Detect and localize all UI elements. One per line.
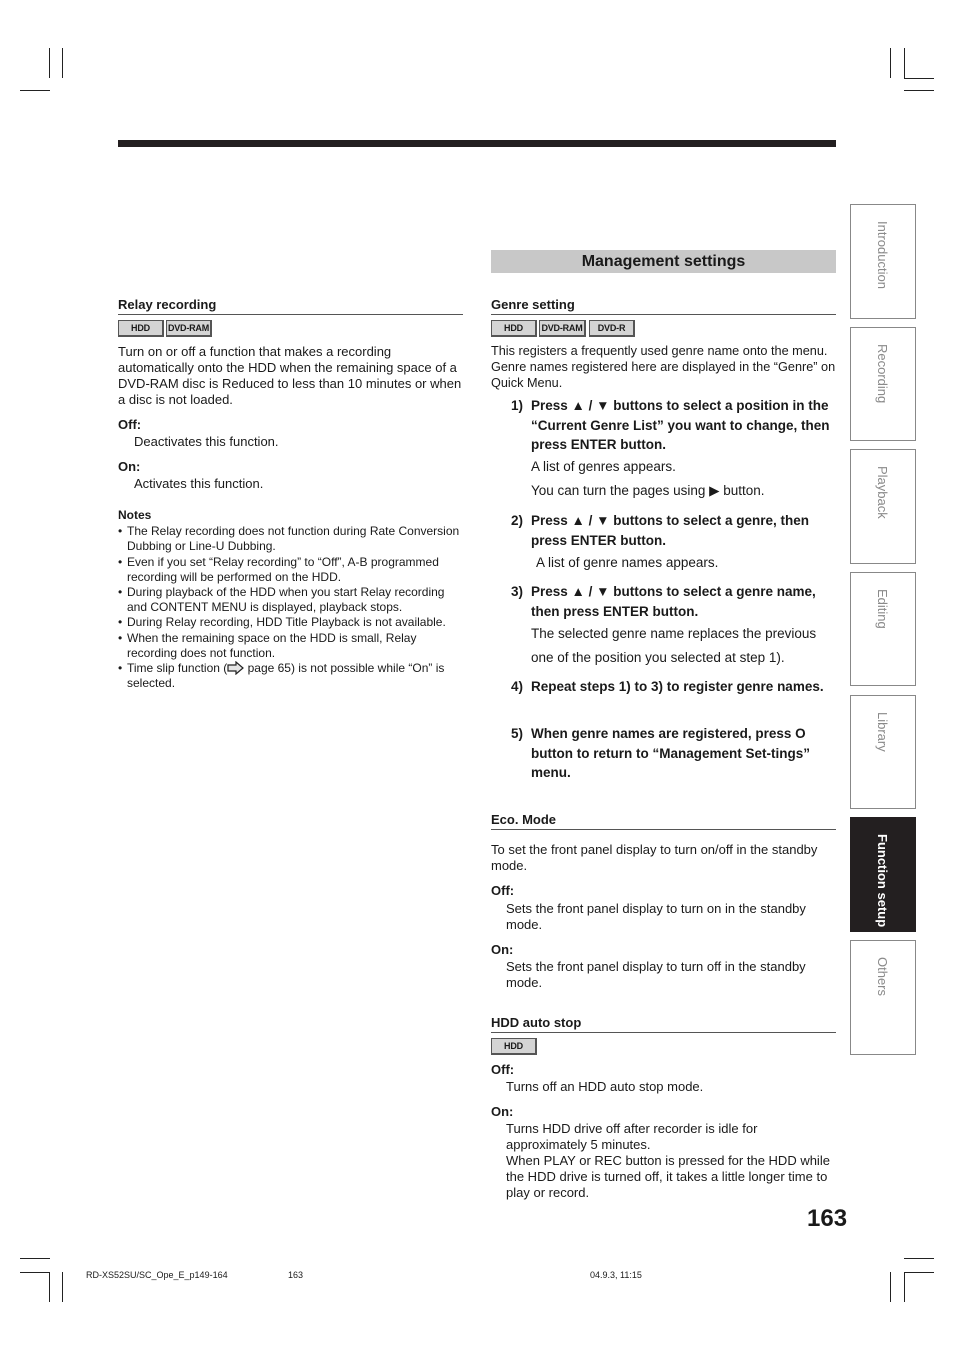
relay-on-text: Activates this function. [134,476,264,491]
step-number: 2) [511,513,524,528]
header-rule [118,140,836,147]
eco-on-text: Sets the front panel display to turn off in the standby mode. [506,959,806,990]
crop-mark [890,48,891,78]
step-note: The selected genre name replaces the previous one of the position you selected at step 1). [531,626,817,665]
genre-step [511,724,836,783]
crop-mark [904,1258,934,1259]
footer-date: 04.9.3, 11:15 [590,1270,642,1280]
tab-recording[interactable] [850,327,916,441]
crop-mark [904,1272,934,1273]
page-reference-arrow-icon [227,661,244,675]
tab-label: Library [875,712,890,752]
tab-label: Others [875,957,890,997]
step-number: 1) [511,398,524,413]
hdd-on-text: Turns HDD drive off after recorder is idle for approximately 5 minutes. [506,1121,758,1152]
tab-function-setup[interactable] [850,817,916,932]
note-item [118,661,463,691]
genre-step [511,396,836,455]
hdd-on-text-2: When PLAY or REC button is pressed for the HDD while the HDD drive is turned off, it takes a little longer time to play or record. [506,1153,830,1200]
footer-page: 163 [288,1270,304,1280]
notes-list [118,524,463,691]
step-number: 4) [511,679,524,694]
crop-mark [904,90,934,91]
note-item: • During playback of the HDD when you start Relay recording and CONTENT MENU is displayed, playback stops. [118,585,463,615]
eco-intro: To set the front panel display to turn on/off in the standby mode. [491,842,818,873]
relay-off-text: Deactivates this function. [134,434,279,449]
crop-mark [904,78,934,79]
crop-mark [49,48,50,78]
genre-step [511,582,836,621]
hdd-off-label: Off: [491,1062,515,1077]
tab-library[interactable] [850,695,916,809]
tab-editing[interactable] [850,572,916,686]
eco-on-label: On: [491,942,514,957]
note-text-post: page 65) is not possible while “On” is selected. [127,661,445,691]
tab-label: Playback [875,466,890,519]
step-note: A list of genres appears. [531,459,676,474]
eco-off-label: Off: [491,883,515,898]
crop-mark [20,1258,50,1259]
crop-mark [890,1272,891,1302]
genre-intro: This registers a frequently used genre name onto the menu. Genre names registered here are displayed in the “Genre” on Quick Menu. [491,344,836,390]
tab-label: Function setup [875,834,890,928]
relay-intro: Turn on or off a function that makes a recording automatically onto the HDD when the remaining space of a DVD-RAM disc is Reduced to less than 10 minutes or when a disc is not loaded. [118,344,462,407]
tab-introduction[interactable] [850,204,916,319]
page-number: 163 [807,1205,848,1232]
note-item: • During Relay recording, HDD Title Playback is not available. [118,615,463,630]
relay-off-label: Off: [118,417,142,432]
relay-on-label: On: [118,459,141,474]
crop-mark [904,48,905,78]
media-badge-dvd-ram: DVD-RAM [166,320,212,337]
crop-mark [904,1272,905,1302]
genre-setting-heading: Genre setting [491,297,836,315]
step-number: 5) [511,726,524,741]
tab-label: Editing [875,589,890,629]
notes-block [118,508,463,691]
hdd-off-text: Turns off an HDD auto stop mode. [506,1079,704,1094]
section-title: Management settings [491,250,836,273]
eco-mode-heading: Eco. Mode [491,812,836,830]
notes-heading: Notes [118,508,152,522]
footer-filename: RD-XS52SU/SC_Ope_E_p149-164 [86,1270,228,1280]
note-item: • When the remaining space on the HDD is small, Relay recording does not function. [118,631,463,661]
crop-mark [62,1272,63,1302]
genre-step [511,677,836,697]
crop-mark [49,1272,50,1302]
eco-off-text: Sets the front panel display to turn on in the standby mode. [506,901,806,932]
tab-others[interactable] [850,940,916,1055]
tab-playback[interactable] [850,449,916,564]
media-badge-hdd: HDD [491,320,537,337]
step-number: 3) [511,584,524,599]
media-badge-hdd: HDD [491,1038,537,1055]
step-text: Press ▲ / ▼ buttons to select a position in the “Current Genre List” you want to change, then press ENTER button. [531,398,830,452]
media-badge-dvd-r: DVD-R [589,320,635,337]
note-item: • Even if you set “Relay recording” to “Off”, A-B programmed recording will be performed on the HDD. [118,555,463,585]
note-item: • The Relay recording does not function during Rate Conversion Dubbing or Line-U Dubbing. [118,524,463,554]
crop-mark [20,1272,50,1273]
tab-label: Recording [875,344,890,404]
media-badge-hdd: HDD [118,320,164,337]
media-badge-dvd-ram: DVD-RAM [539,320,586,337]
tab-label: Introduction [875,221,890,289]
crop-mark [20,90,50,91]
step-text: When genre names are registered, press O button to return to “Management Set-tings” menu. [531,726,810,780]
step-note: You can turn the pages using ▶ button. [531,483,765,498]
genre-step [511,511,836,550]
step-text: Repeat steps 1) to 3) to register genre names. [531,679,824,694]
note-text-pre: Time slip function ( [127,661,228,676]
step-note: A list of genre names appears. [536,555,719,570]
crop-mark [62,48,63,78]
hdd-on-label: On: [491,1104,514,1119]
hdd-auto-stop-heading: HDD auto stop [491,1015,836,1033]
step-text: Press ▲ / ▼ buttons to select a genre, then press ENTER button. [531,513,810,548]
relay-recording-heading: Relay recording [118,297,463,315]
step-text: Press ▲ / ▼ buttons to select a genre name, then press ENTER button. [531,584,816,619]
